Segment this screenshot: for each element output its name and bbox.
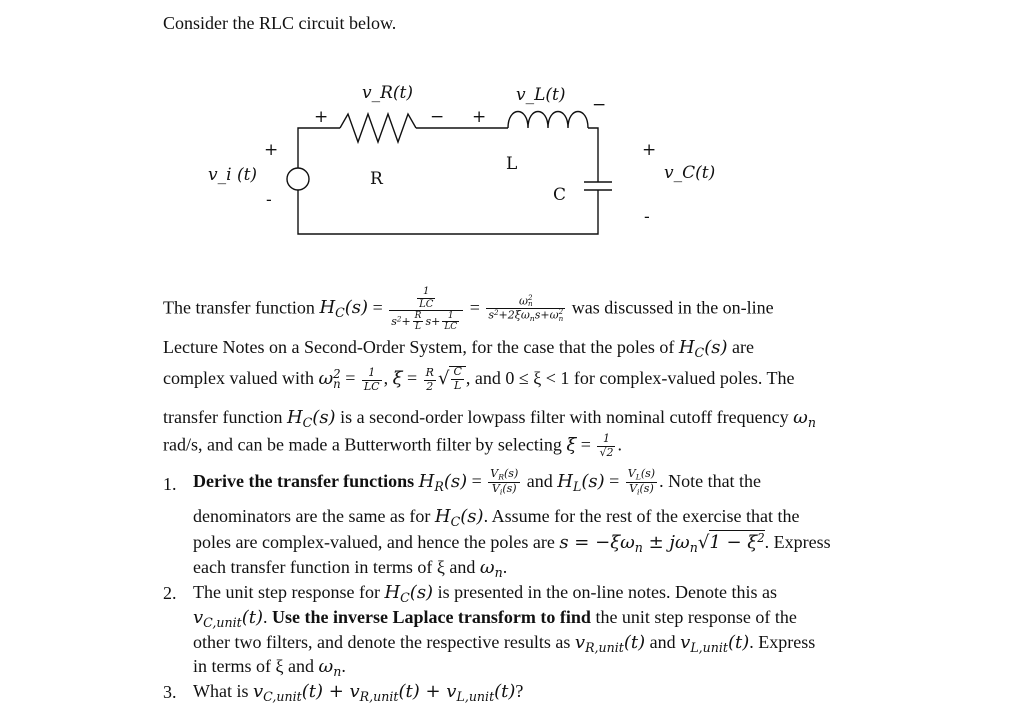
label-minus-vi: -	[266, 190, 272, 210]
intro-text: Consider the RLC circuit below.	[163, 13, 397, 33]
item-1-line-4: each transfer function in terms of ξ and $\omega_n$.	[193, 557, 508, 580]
para-line-2: Lecture Notes on a Second-Order System, for the case that the poles of $H_C(s)$ are	[163, 337, 754, 360]
label-vL: v_L(t)	[516, 85, 566, 105]
label-vi: v_i (t)	[208, 165, 258, 185]
label-minus-r: −	[430, 107, 445, 127]
para-line-5: rad/s, and can be made a Butterworth filter by selecting ξ = $\frac{1}{√2}$ .	[163, 432, 622, 459]
item-2-line-3: other two filters, and denote the respective results as $v_{R,unit}(t)$ and $v_{L,unit}(t)$. Express	[193, 632, 816, 655]
label-plus-vi: +	[264, 140, 279, 160]
label-plus-c: +	[642, 140, 657, 160]
label-plus-l: +	[472, 107, 487, 127]
para-line-3: complex valued with ω 2 n = $\frac{1}{LC}$ , ξ = $\frac{R}{2}$ √ $\frac{C}{L}$ , and 0 ≤ ξ < 1 for complex-valued poles. The	[163, 365, 795, 393]
label-vC: v_C(t)	[664, 163, 716, 183]
resistor	[340, 114, 416, 142]
item-2-line-1: The unit step response for $H_C(s)$ is presented in the on-line notes. Denote this as	[193, 582, 778, 605]
para-line-1: The transfer function $H_C(s)$ = $\frac{1}{LC}$ $s^2+$ $\frac{R}{L}$ s+ $\frac{1}{LC}$ = ω 2 n $s^2+2\xi\omega_ns+\omega$ 2 n was discussed in the on-line	[163, 286, 774, 333]
para-line-4: transfer function $H_C(s)$ is a second-order lowpass filter with nominal cutoff frequency $\omega_n$	[163, 407, 816, 430]
voltage-source	[287, 168, 309, 190]
item-2-line-4: in terms of ξ and $\omega_n$.	[193, 656, 346, 679]
label-plus-r: +	[314, 107, 329, 127]
item-1-line-3: poles are complex-valued, and hence the poles are $s = -\xi\omega_n \pm j\omega_n√1 - \xi^2$. Express	[193, 531, 831, 555]
item-1-line-1: Derive the transfer functions $H_R(s)$ = $\frac{V_R(s)}{V_i(s)}$ and $H_L(s)$ = $\frac{V_L(s)}{V_i(s)}$ . Note that the	[193, 467, 762, 497]
item-2-number: 2.	[163, 583, 177, 603]
label-R: R	[370, 169, 383, 189]
item-1-line-2: denominators are the same as for $H_C(s)$. Assume for the rest of the exercise that the	[193, 506, 800, 529]
label-minus-c: -	[644, 207, 650, 227]
label-L: L	[506, 154, 518, 174]
rlc-circuit-diagram	[0, 60, 1024, 320]
wire-top-left	[298, 128, 340, 168]
wire-l-to-c	[588, 128, 598, 182]
item-3-number: 3.	[163, 682, 177, 702]
label-minus-l: −	[592, 95, 607, 115]
item-1-number: 1.	[163, 474, 177, 494]
item-2-line-2: $v_{C,unit}(t)$. Use the inverse Laplace transform to find the unit step response of the	[193, 607, 797, 630]
label-vR: v_R(t)	[362, 83, 413, 103]
item-3-line-1: What is $v_{C,unit}(t) + v_{R,unit}(t) + v_{L,unit}(t)$?	[193, 681, 524, 704]
label-C: C	[553, 185, 567, 205]
inductor	[508, 112, 588, 129]
